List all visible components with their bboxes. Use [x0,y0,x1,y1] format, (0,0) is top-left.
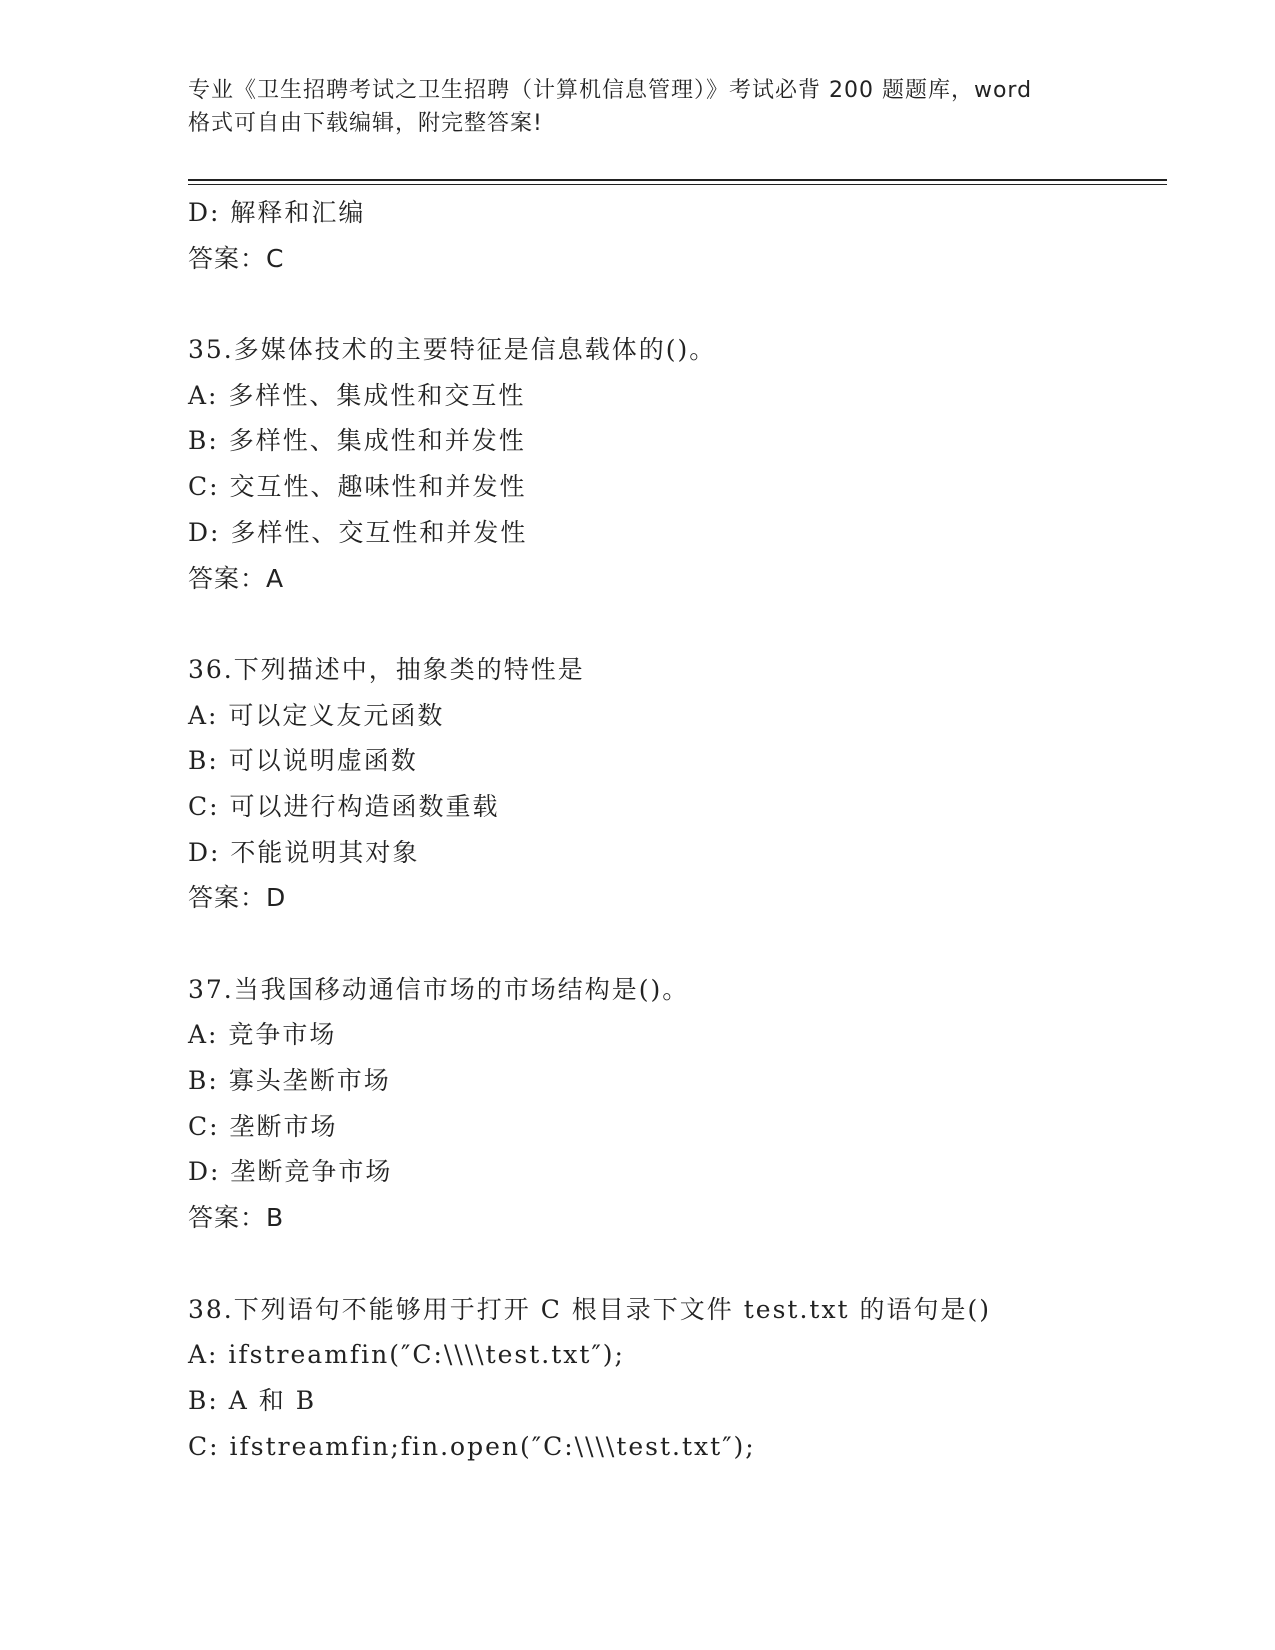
option-d: D: 垄断竞争市场 [188,1157,393,1187]
spacer [188,281,1167,327]
header-line-2: 格式可自由下载编辑，附完整答案! [188,111,543,136]
option-d: D: 不能说明其对象 [188,837,420,867]
question-block-38 [188,1287,1167,1470]
document-header [188,74,1088,140]
option-b: B: A 和 B [188,1385,317,1415]
spacer [188,601,1167,647]
question-block-35 [188,327,1167,601]
spacer [188,1241,1167,1287]
option-c: C: 交互性、趣味性和并发性 [188,472,527,502]
option-d: D: 多样性、交互性和并发性 [188,517,528,547]
option-a: A: ifstreamfin(″C:\\\\test.txt″); [188,1340,625,1370]
answer: 答案：A [188,563,285,593]
question-block-37 [188,967,1167,1241]
answer: 答案：C [188,243,285,273]
option-a: A: 多样性、集成性和交互性 [188,380,526,410]
option-c: C: 可以进行构造函数重载 [188,791,500,821]
option-b: B: 可以说明虚函数 [188,746,418,776]
header-divider-thin [188,184,1167,185]
option-b: B: 多样性、集成性和并发性 [188,426,526,456]
question-text: 38.下列语句不能够用于打开 C 根目录下文件 test.txt 的语句是() [188,1294,992,1324]
option-a: A: 竞争市场 [188,1020,337,1050]
option-a: A: 可以定义友元函数 [188,700,445,730]
header-divider-thick [188,179,1167,181]
question-text: 36.下列描述中，抽象类的特性是 [188,654,585,684]
question-block-36 [188,647,1167,921]
option-c: C: 垄断市场 [188,1111,338,1141]
answer: 答案：D [188,883,287,913]
question-text: 37.当我国移动通信市场的市场结构是()。 [188,974,690,1004]
option-b: B: 寡头垄断市场 [188,1066,391,1096]
option-c: C: ifstreamfin;fin.open(″C:\\\\test.txt″); [188,1431,756,1461]
option-d: D: 解释和汇编 [188,198,366,227]
header-line-1: 专业《卫生招聘考试之卫生招聘（计算机信息管理）》考试必背 200 题题库，word [188,78,1033,103]
spacer [188,921,1167,967]
question-text: 35.多媒体技术的主要特征是信息载体的()。 [188,335,717,365]
question-list [188,190,1167,1469]
answer: 答案：B [188,1203,285,1233]
